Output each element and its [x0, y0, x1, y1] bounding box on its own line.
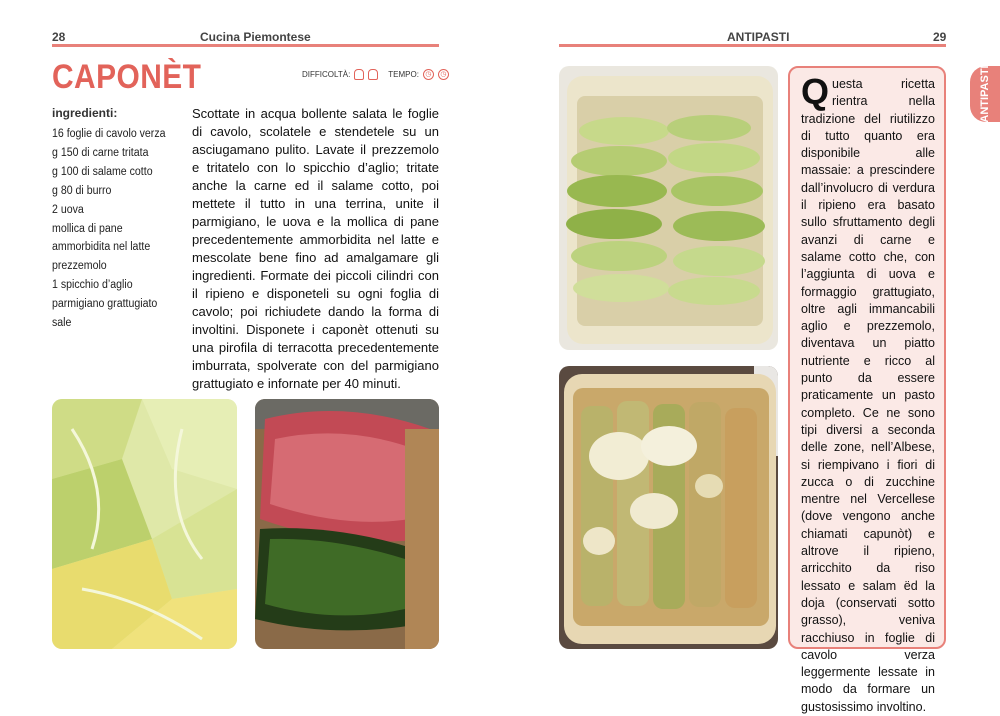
sidebar-text — [801, 71, 935, 716]
ingredient-item: g 100 di salame cotto — [52, 166, 153, 178]
sidebar-body: uesta ricetta rientra nella tradizione del riutilizzo di tutto quanto era disponibile alle massaie: a prescindere dall’involucro di verdura il ripieno era basato sullo sfruttamento degli avanzi di carne e salame cotto che, con l’aggiunta di uova e formaggio grattugiato, oltre agli immancabili aglio e prezzemolo, diventava un piatto nutriente e ricco al punto da essere praticamente un pasto completo. Ce ne sono tipi diversi a seconda delle zone, nell’Albese, si riempivano i fiori di zucca o di zucchine mentre nel Vercellese (dove vengono anche chiamati capunòt) e altrove il ripieno, arricchito da riso lessato e salam ëd la doja (conservati sotto grasso), veniva racchiuso in foglie di cavolo verza leggermente lessate in modo da formare un gustosissimo involtino. — [801, 77, 935, 714]
left-page-number: 28 — [52, 30, 66, 44]
chef-hat-icon — [368, 69, 378, 80]
time-label: TEMPO: — [388, 70, 419, 79]
section-tab — [970, 66, 1000, 122]
left-header-rule — [52, 44, 439, 47]
cabbage-leaves-photo — [52, 399, 237, 649]
clock-icon: ◷ — [438, 69, 449, 80]
chef-hat-icon — [354, 69, 364, 80]
clock-icon: ◷ — [423, 69, 434, 80]
rolls-raw-dish-photo — [559, 66, 778, 350]
section-tab-label: ANTIPASTI — [979, 65, 991, 123]
ingredient-item: g 80 di burro — [52, 185, 112, 197]
difficulty-label: DIFFICOLTÀ: — [302, 70, 351, 79]
sidebar-box — [788, 66, 946, 714]
ingredients-heading: ingredienti: — [52, 106, 118, 120]
ingredients-list — [52, 125, 172, 333]
recipe-title: CAPONÈT — [52, 58, 202, 96]
drop-cap: Q — [801, 71, 830, 112]
ingredient-item: sale — [52, 317, 72, 329]
left-header-title: Cucina Piemontese — [200, 30, 311, 44]
right-header-rule — [559, 44, 946, 47]
ingredient-item: 2 uova — [52, 204, 84, 216]
rolls-baked-dish-photo — [559, 366, 778, 649]
ingredient-item: parmigiano grattugiato — [52, 298, 158, 310]
ingredient-item: mollica di pane ammorbidita nel latte — [52, 223, 151, 253]
instructions-text: Scottate in acqua bollente salata le foglie di cavolo, scolatele e stendetele su un asciugamano pulito. Lavate il prezzemolo e tritatelo con lo spicchio d’aglio; tritate anche la carne ed il salame cotto, poi mettete il tutto in una terrina, unite il parmigiano, le uova e la mollica di pane precedentemente ammorbidita nel latte e mescolate bene fino ad amalgamare gli ingredienti. Formate dei piccoli cilindri con il ripieno e disponeteli su ogni foglia di cavolo; poi richiudete dando la forma di involtini. Disponete i caponèt ottenuti su una pirofila di terracotta precedentemente imburrata, spolverate con del parmigiano grattugiato e infornate per 40 minuti. — [192, 106, 439, 391]
ingredient-item: 1 spicchio d’aglio — [52, 279, 133, 291]
minced-meat-parsley-photo — [255, 399, 439, 649]
ingredient-item: prezzemolo — [52, 260, 107, 272]
ingredient-item: g 150 di carne tritata — [52, 147, 149, 159]
right-header-title: ANTIPASTI — [727, 30, 790, 44]
ingredient-item: 16 foglie di cavolo verza — [52, 128, 166, 140]
right-page-number: 29 — [933, 30, 947, 44]
recipe-meta — [302, 69, 449, 80]
